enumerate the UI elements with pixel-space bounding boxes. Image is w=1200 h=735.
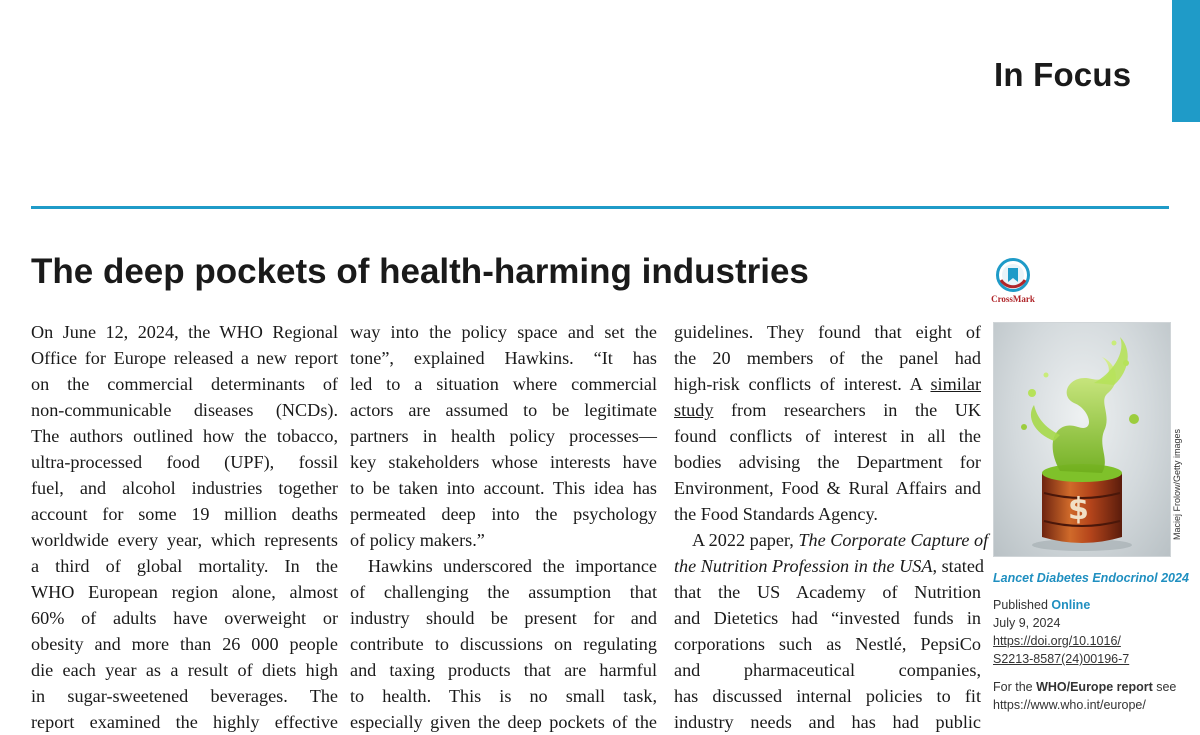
text-line: contribute to discussions on regulating [350, 634, 657, 654]
text-line: that the US Academy of Nutrition [674, 582, 981, 602]
text-line: On June 12, 2024, the WHO Regional [31, 322, 338, 342]
text-line: Hawkins underscored the importance [368, 556, 657, 576]
text-line: WHO European region alone, almost [31, 582, 338, 602]
accent-bar [1172, 0, 1200, 122]
text-line: Office for Europe released a new report [31, 348, 338, 368]
text-line: non-communicable diseases (NCDs). [31, 400, 338, 420]
who-report-note [993, 680, 1176, 694]
crossmark-label: CrossMark [991, 294, 1035, 304]
text-line: guidelines. They found that eight of [674, 322, 981, 342]
text-line: and Dietetics had “invested funds in [674, 608, 981, 628]
note-prefix: For the [993, 680, 1037, 694]
text-line: the 20 members of the panel had [674, 348, 981, 368]
text-line: in sugar-sweetened beverages. The [31, 686, 338, 706]
text-line [674, 553, 985, 579]
journal-citation: Lancet Diabetes Endocrinol 2024 [993, 571, 1189, 585]
text-line: industry needs and has had public [674, 712, 981, 732]
text-line: of policy makers.” [350, 530, 485, 550]
text-line: 60% of adults have overweight or [31, 608, 338, 628]
text-segment: high-risk conflicts of interest. A [674, 374, 931, 394]
text-line: die each year as a result of diets high [31, 660, 338, 680]
text-segment: , stated [932, 556, 985, 576]
online-label: Online [1051, 598, 1091, 612]
text-line: on the commercial determinants of [31, 374, 338, 394]
body-column-2 [350, 319, 657, 735]
similar-study-link[interactable]: similar [930, 374, 981, 394]
publish-date: July 9, 2024 [993, 616, 1061, 630]
similar-study-link-cont[interactable]: study [674, 400, 714, 420]
text-line: of challenging the assumption that [350, 582, 657, 602]
text-line: The authors outlined how the tobacco, [31, 426, 338, 446]
note-suffix: see [1152, 680, 1177, 694]
text-line: fuel, and alcohol industries together [31, 478, 338, 498]
article-title: The deep pockets of health-harming industries [31, 252, 809, 291]
paper-title-cont: the Nutrition Profession in the USA [674, 556, 933, 576]
text-line: especially given the deep pockets of the [350, 712, 657, 732]
text-line: worldwide every year, which represents [31, 530, 338, 550]
text-line: corporations such as Nestlé, PepsiCo [674, 634, 981, 654]
paper-title: The Corporate Capture of [798, 530, 989, 550]
crossmark-badge[interactable] [990, 258, 1036, 304]
text-line [674, 527, 989, 553]
text-line: Environment, Food & Rural Affairs and [674, 478, 981, 498]
text-line: partners in health policy processes— [350, 426, 657, 446]
published-online [993, 598, 1090, 612]
who-report-link[interactable]: https://www.who.int/europe/ [993, 698, 1146, 712]
text-line: permeated deep into the psychology [350, 504, 657, 524]
text-line: the Food Standards Agency. [674, 504, 878, 524]
text-line: has discussed internal policies to fit [674, 686, 981, 706]
text-segment: A 2022 paper, [692, 530, 799, 550]
text-line: account for some 19 million deaths [31, 504, 338, 524]
text-line: ultra-processed food (UPF), fossil [31, 452, 338, 472]
photo-credit-wrap [1172, 428, 1186, 660]
text-line: and taxing products that are harmful [350, 660, 657, 680]
doi-link[interactable]: https://doi.org/10.1016/ [993, 634, 1121, 648]
text-line: to health. This is no small task, [350, 686, 657, 706]
article-photo [993, 322, 1171, 557]
crossmark-icon [996, 258, 1030, 292]
text-line: to be taken into account. This idea has [350, 478, 657, 498]
doi-link-cont[interactable]: S2213-8587(24)00196-7 [993, 652, 1130, 666]
text-line: actors are assumed to be legitimate [350, 400, 657, 420]
text-line: found conflicts of interest in all the [674, 426, 981, 446]
text-segment: from researchers in the UK [713, 400, 981, 420]
text-line: tone”, explained Hawkins. “It has [350, 348, 657, 368]
text-line: obesity and more than 26 000 people [31, 634, 338, 654]
text-line [674, 371, 981, 397]
text-line: report examined the highly effective [31, 712, 338, 732]
body-column-3 [674, 319, 989, 735]
text-line: bodies advising the Department for [674, 452, 981, 472]
photo-credit: Maciej Frolow/Getty images [1172, 428, 1182, 540]
body-column-1 [31, 319, 338, 735]
text-line: a third of global mortality. In the [31, 556, 338, 576]
text-line: key stakeholders whose interests have [350, 452, 657, 472]
text-line [674, 397, 981, 423]
section-label: In Focus [994, 56, 1132, 93]
text-line: way into the policy space and set the [350, 322, 657, 342]
barrel-splash-illustration [994, 323, 1170, 556]
published-label: Published [993, 598, 1052, 612]
svg-text:$: $ [1068, 492, 1089, 527]
note-bold: WHO/Europe report [1036, 680, 1153, 694]
text-line: industry should be present for and [350, 608, 657, 628]
header-rule [31, 206, 1169, 209]
text-line: and pharmaceutical companies, [674, 660, 981, 680]
text-line: led to a situation where commercial [350, 374, 657, 394]
